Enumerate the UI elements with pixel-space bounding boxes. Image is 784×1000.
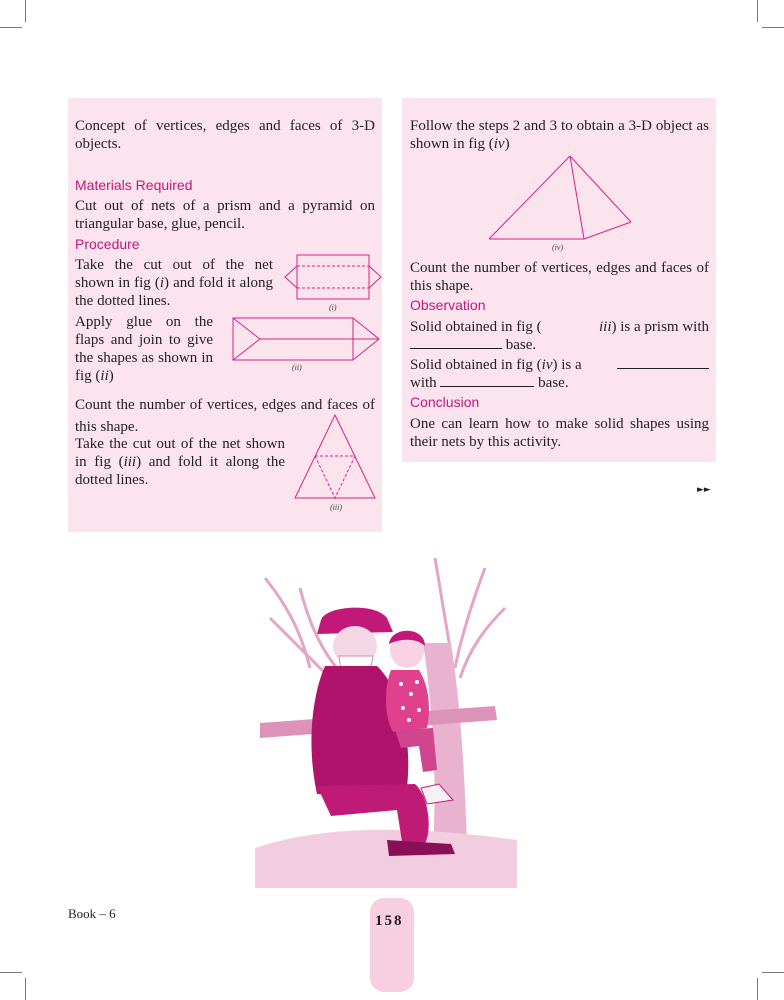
observation-2	[410, 356, 709, 392]
figure-i-label: (i)	[329, 303, 337, 312]
figure-i-prism-net	[283, 252, 383, 314]
step-1-fig-ref: i	[159, 275, 165, 291]
figure-iv-label: (iv)	[552, 243, 564, 252]
step-2-text-end: )	[108, 368, 114, 384]
obs1-part-1: Solid obtained in fig (	[410, 319, 542, 335]
obs2-end: base.	[534, 375, 569, 391]
follow-steps-text	[410, 117, 709, 153]
right-count-text: Count the number of vertices, edges and faces of this shape.	[410, 260, 709, 294]
grass-ground	[255, 830, 517, 888]
obs1-part-2: ) is a prism with	[611, 319, 709, 335]
procedure-step-1	[75, 256, 273, 310]
follow-text: Follow the steps 2 and 3 to obtain a 3-D object as shown in fig (	[410, 118, 709, 152]
follow-fig-ref: iv	[493, 136, 505, 152]
step-2-fig-ref: ii	[100, 368, 109, 384]
obs2-part-2: ) is a	[552, 357, 582, 373]
obs1-end: base.	[502, 337, 537, 353]
figure-iv-pyramid	[486, 152, 634, 254]
page-number: 158	[375, 913, 404, 929]
fill-in-blank	[617, 356, 709, 369]
step-3-text: Take the cut out of the net shown in fig (	[75, 436, 285, 470]
obs1-fig-ref: iii	[598, 319, 612, 335]
left-intro-text: Concept of vertices, edges and faces of 3-D objects.	[75, 118, 375, 152]
figure-ii-prism	[230, 315, 382, 375]
figure-iii-pyramid-net	[292, 412, 380, 514]
conclusion-heading: Conclusion	[410, 394, 480, 410]
step-2-text: Apply glue on the flaps and join to give the shapes as shown in fig (	[75, 314, 213, 384]
obs2-part-1: Solid obtained in fig (	[410, 357, 542, 373]
figure-iii-label: (iii)	[330, 503, 342, 512]
step-1-text-end: ) and fold it along the dotted lines.	[75, 275, 273, 309]
grandfather-and-boy-illustration	[255, 548, 517, 888]
follow-text-end: )	[504, 136, 510, 152]
crop-mark	[762, 972, 784, 973]
fill-in-blank	[410, 336, 502, 349]
procedure-step-2	[75, 313, 213, 385]
crop-mark	[757, 978, 758, 1000]
crop-mark	[762, 27, 784, 28]
crop-mark	[0, 27, 22, 28]
crop-mark	[0, 972, 22, 973]
crop-mark	[25, 0, 26, 22]
step-1-text: Take the cut out of the net shown in fig (	[75, 257, 273, 291]
conclusion-text: One can learn how to make solid shapes using their nets by this activity.	[410, 416, 709, 450]
procedure-step-3	[75, 435, 285, 489]
materials-heading: Materials Required	[75, 177, 193, 193]
materials-text: Cut out of nets of a prism and a pyramid on triangular base, glue, pencil.	[75, 198, 375, 232]
crop-mark	[25, 978, 26, 1000]
step-3-text-end: ) and fold it along the dotted lines.	[75, 454, 285, 488]
book-label: Book – 6	[68, 906, 116, 921]
obs2-fig-ref: iv	[541, 357, 553, 373]
step-3-fig-ref: iii	[123, 454, 137, 470]
continue-arrows: ►►	[697, 485, 711, 495]
crop-mark	[757, 0, 758, 22]
left-count-text: Count the number of vertices, edges and faces of this shape.	[75, 397, 375, 435]
observation-1	[410, 318, 709, 354]
procedure-heading: Procedure	[75, 236, 140, 252]
obs2-with: with	[410, 375, 437, 391]
fill-in-blank	[440, 374, 534, 387]
figure-ii-label: (ii)	[292, 363, 302, 372]
observation-heading: Observation	[410, 297, 486, 313]
